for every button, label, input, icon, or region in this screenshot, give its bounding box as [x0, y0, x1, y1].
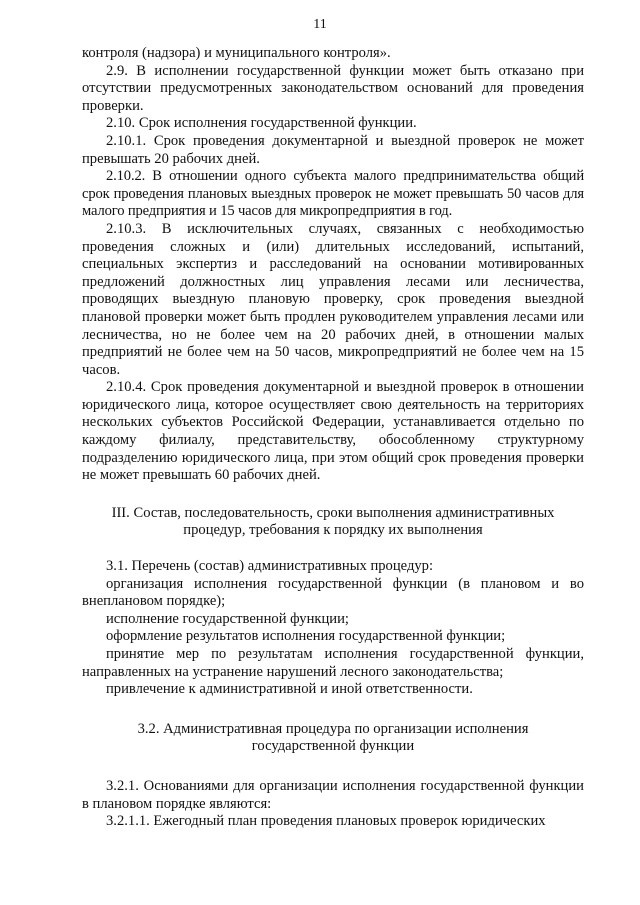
section-3-heading-line-2: процедур, требования к порядку их выполнения [183, 522, 483, 539]
section-3-heading-line-1: III. Состав, последовательность, сроки выполнения административных [111, 504, 555, 521]
list-item-execution: исполнение государственной функции; [106, 610, 349, 627]
spacer [82, 756, 584, 778]
paragraph-3-1: 3.1. Перечень (состав) административных процедур: [106, 558, 434, 575]
list-item-measures: принятие мер по результатам исполнения государственной функции, направленных на устранение нарушений лесного законодательства; [82, 646, 584, 680]
paragraph-3-2-1: 3.2.1. Основаниями для организации исполнения государственной функции в плановом порядке являются: [82, 777, 584, 812]
paragraph-3-2-1-1: 3.2.1.1. Ежегодный план проведения плановых проверок юридических [106, 813, 546, 830]
paragraph-continuation: контроля (надзора) и муниципального контроля». [82, 45, 391, 61]
paragraph-2-10-4: 2.10.4. Срок проведения документарной и выездной проверок в отношении юридического лица, которое осуществляет свою деятельность на территориях нескольких субъектов Российской Федерации, устанавливается отдельно по каждому филиалу, представительству, обособленному структурному подразделению юридического лица, при этом общий срок проведения проверки не может превышать 60 рабочих дней. [82, 379, 584, 484]
paragraph-2-10-3: 2.10.3. В исключительных случаях, связанных с необходимостью проведения сложных и (или) длительных исследований, испытаний, специальных экспертиз и расследований на основании мотивированных предложений должностных лиц управления лесами или лесничества, проводящих выездную плановую проверку, срок проведения выездной плановой проверки может быть продлен руководителем управления лесами или лесничества, но не более чем на 20 рабочих дней, в отношении малых предприятий не более чем на 50 часов, микропредприятий не более чем на 15 часов. [82, 220, 584, 378]
paragraph-2-9: 2.9. В исполнении государственной функции может быть отказано при отсутствии предусмотренных законодательством оснований для проведения проверки. [82, 62, 584, 114]
page-number: 11 [313, 17, 327, 32]
list-item-organization: организация исполнения государственной функции (в плановом и во внеплановом порядке); [82, 575, 584, 610]
paragraph-2-10-1: 2.10.1. Срок проведения документарной и выездной проверок не может превышать 20 рабочих дней. [82, 132, 584, 167]
list-item-liability: привлечение к административной и иной ответственности. [106, 681, 473, 698]
section-3-2-heading-line-1: 3.2. Административная процедура по организации исполнения [137, 720, 529, 737]
paragraph-2-10-2: 2.10.2. В отношении одного субъекта малого предпринимательства общий срок проведения плановых выездных проверок не может превышать 50 часов для малого предприятия и 15 часов для микропредприятия в год. [82, 168, 584, 220]
spacer [82, 699, 584, 721]
document-body [82, 45, 584, 831]
section-3-2-heading-line-2: государственной функции [251, 738, 415, 755]
spacer [82, 485, 584, 505]
paragraph-2-10: 2.10. Срок исполнения государственной функции. [106, 115, 417, 132]
spacer [82, 540, 584, 558]
list-item-results: оформление результатов исполнения государственной функции; [106, 628, 506, 645]
